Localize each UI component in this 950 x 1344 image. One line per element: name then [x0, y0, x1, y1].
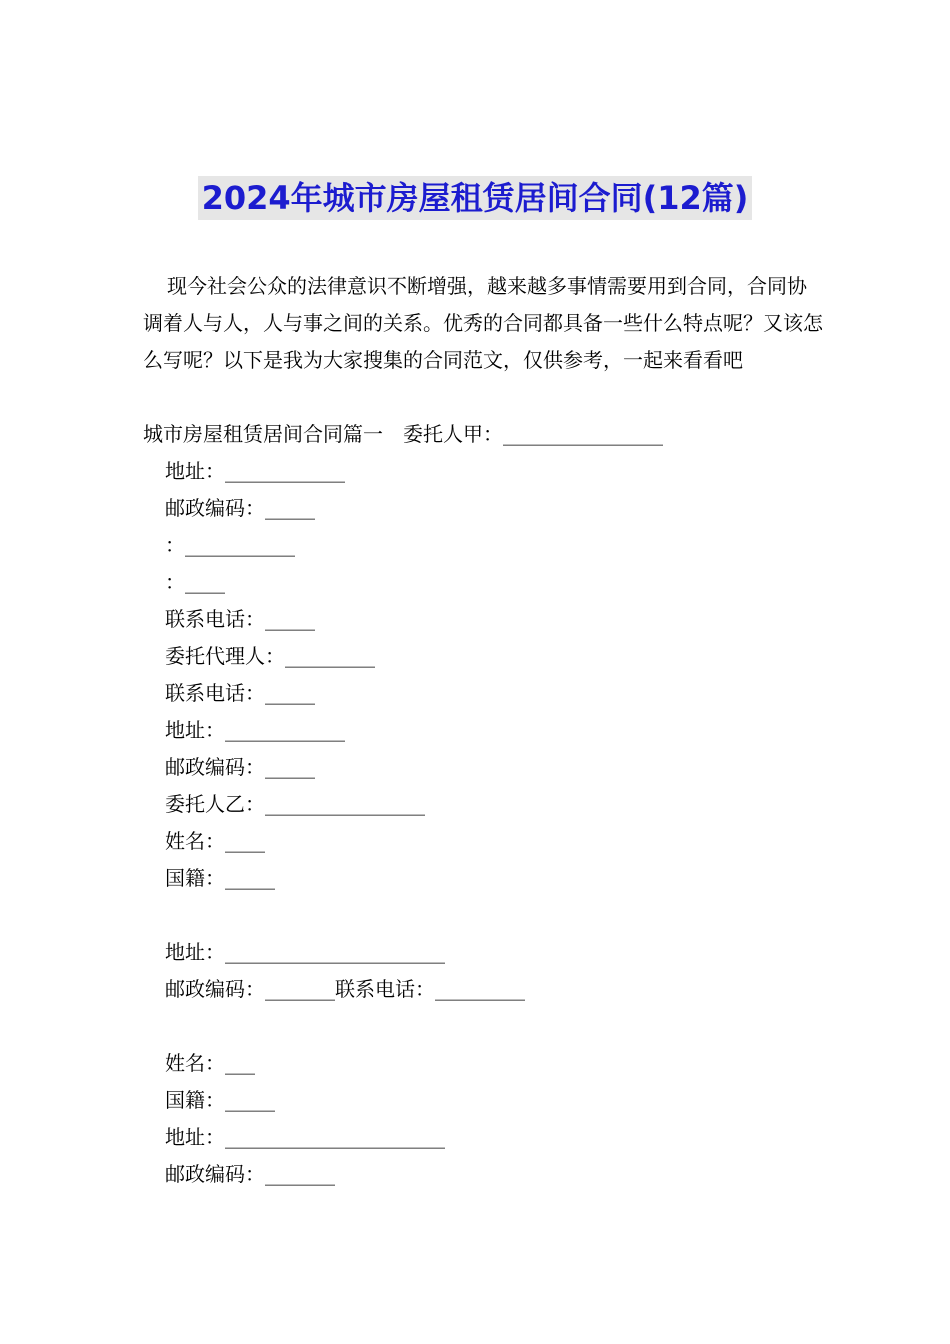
- form-line: ：___________: [165, 533, 295, 557]
- form-line: 联系电话：_____: [165, 681, 315, 705]
- form-line: 地址：______________________: [165, 1125, 445, 1149]
- form-line: 地址：______________________: [165, 940, 445, 964]
- form-line: 邮政编码：_____: [165, 755, 315, 779]
- form-line: 联系电话：_____: [165, 607, 315, 631]
- document-title: 2024年城市房屋租赁居间合同(12篇): [198, 176, 753, 220]
- form-line: 委托代理人：_________: [165, 644, 375, 668]
- form-line: 国籍：_____: [165, 1088, 275, 1112]
- section-heading-line: 城市房屋租赁居间合同篇一 委托人甲：________________: [143, 422, 663, 446]
- intro-paragraph: 现今社会公众的法律意识不断增强，越来越多事情需要用到合同，合同协调着人与人，人与事之间的关系。优秀的合同都具备一些什么特点呢？又该怎么写呢？以下是我为大家搜集的合同范文，仅供参考，一起来看看吧: [143, 274, 823, 372]
- form-line: 邮政编码：_______: [165, 1162, 335, 1186]
- form-line: 国籍：_____: [165, 866, 275, 890]
- form-line: 地址：____________: [165, 718, 345, 742]
- form-lines: [143, 416, 833, 1193]
- form-line: 邮政编码：_____: [165, 496, 315, 520]
- title-container: [0, 176, 950, 220]
- blank-line: [143, 1008, 833, 1045]
- form-line: 地址：____________: [165, 459, 345, 483]
- blank-line: [143, 897, 833, 934]
- form-line: 姓名：____: [165, 829, 265, 853]
- form-line: 委托人乙：________________: [165, 792, 425, 816]
- form-line: ：____: [165, 570, 225, 594]
- form-line: 姓名：___: [165, 1051, 255, 1075]
- form-line: 邮政编码：_______联系电话：_________: [165, 977, 525, 1001]
